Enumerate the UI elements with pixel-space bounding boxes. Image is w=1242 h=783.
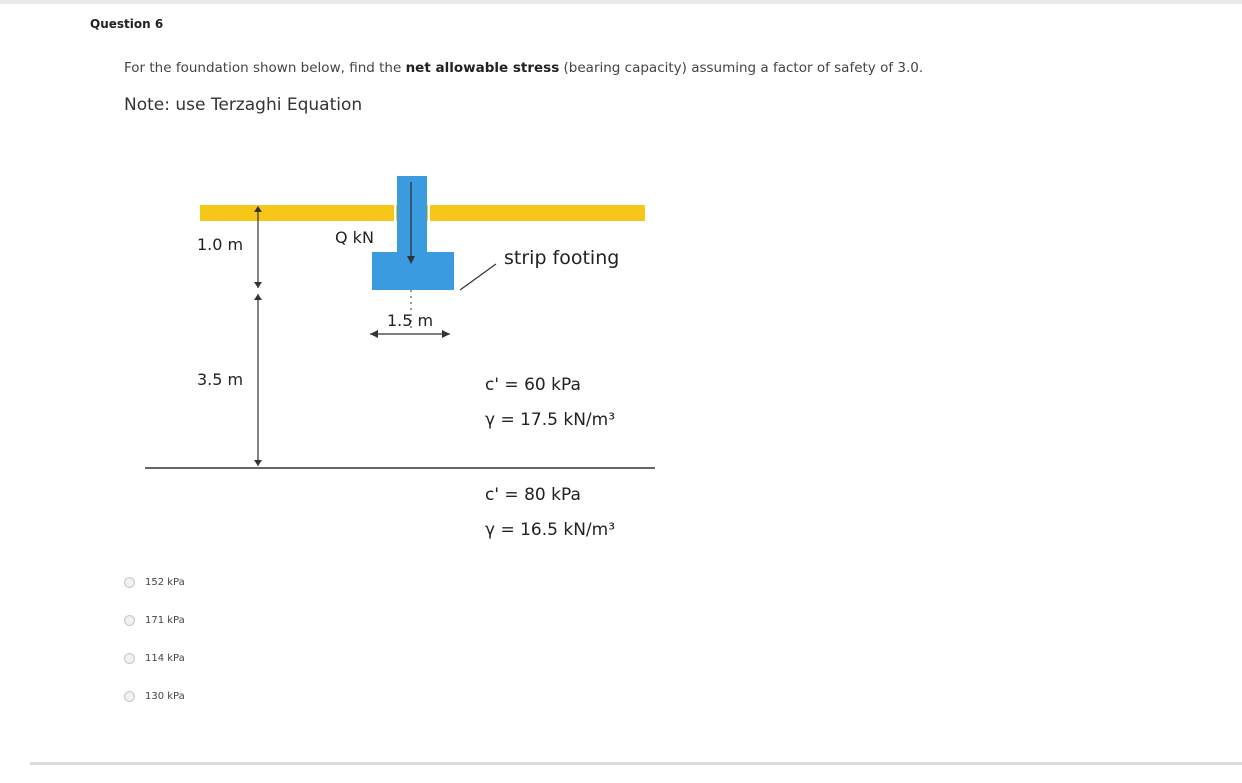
width-arrow-right	[442, 330, 450, 338]
footing-leader-line	[460, 264, 496, 290]
depth2-arrow-top	[254, 294, 262, 300]
answer-option[interactable]	[124, 572, 185, 592]
layer1-cohesion: c' = 60 kPa	[485, 375, 581, 395]
answer-option-label: 130 kPa	[145, 690, 185, 702]
prompt-text-end: (bearing capacity) assuming a factor of safety of 3.0.	[559, 60, 924, 76]
question-note: Note: use Terzaghi Equation	[124, 95, 363, 115]
prompt-text-bold: net allowable stress	[405, 60, 560, 76]
answer-option-label: 114 kPa	[145, 652, 185, 664]
question-prompt	[124, 60, 923, 76]
foundation-diagram-svg	[140, 170, 680, 550]
bottom-divider	[30, 762, 1242, 765]
footing-label: strip footing	[504, 247, 620, 269]
width-label: 1.5 m	[387, 311, 434, 330]
answer-options	[124, 572, 185, 724]
radio-button[interactable]	[124, 691, 135, 702]
depth2-arrow-bottom	[254, 460, 262, 466]
layer1-unit-weight: γ = 17.5 kN/m³	[485, 410, 616, 430]
answer-option-label: 171 kPa	[145, 614, 185, 626]
radio-button[interactable]	[124, 615, 135, 626]
layer2-cohesion: c' = 80 kPa	[485, 485, 581, 505]
radio-button[interactable]	[124, 653, 135, 664]
answer-option-label: 152 kPa	[145, 576, 185, 588]
question-title: Question 6	[90, 17, 164, 31]
top-divider	[0, 0, 1242, 4]
depth1-label: 1.0 m	[197, 235, 244, 254]
footing-stem	[397, 221, 427, 252]
load-label: Q kN	[335, 228, 374, 247]
answer-option[interactable]	[124, 686, 185, 706]
radio-button[interactable]	[124, 577, 135, 588]
foundation-diagram	[140, 170, 680, 550]
footing-column	[397, 176, 427, 226]
width-arrow-left	[370, 330, 378, 338]
answer-option[interactable]	[124, 648, 185, 668]
depth1-arrow-bottom	[254, 282, 262, 288]
prompt-text-start: For the foundation shown below, find the	[124, 60, 406, 76]
answer-option[interactable]	[124, 610, 185, 630]
layer2-unit-weight: γ = 16.5 kN/m³	[485, 520, 616, 540]
depth2-label: 3.5 m	[197, 370, 244, 389]
